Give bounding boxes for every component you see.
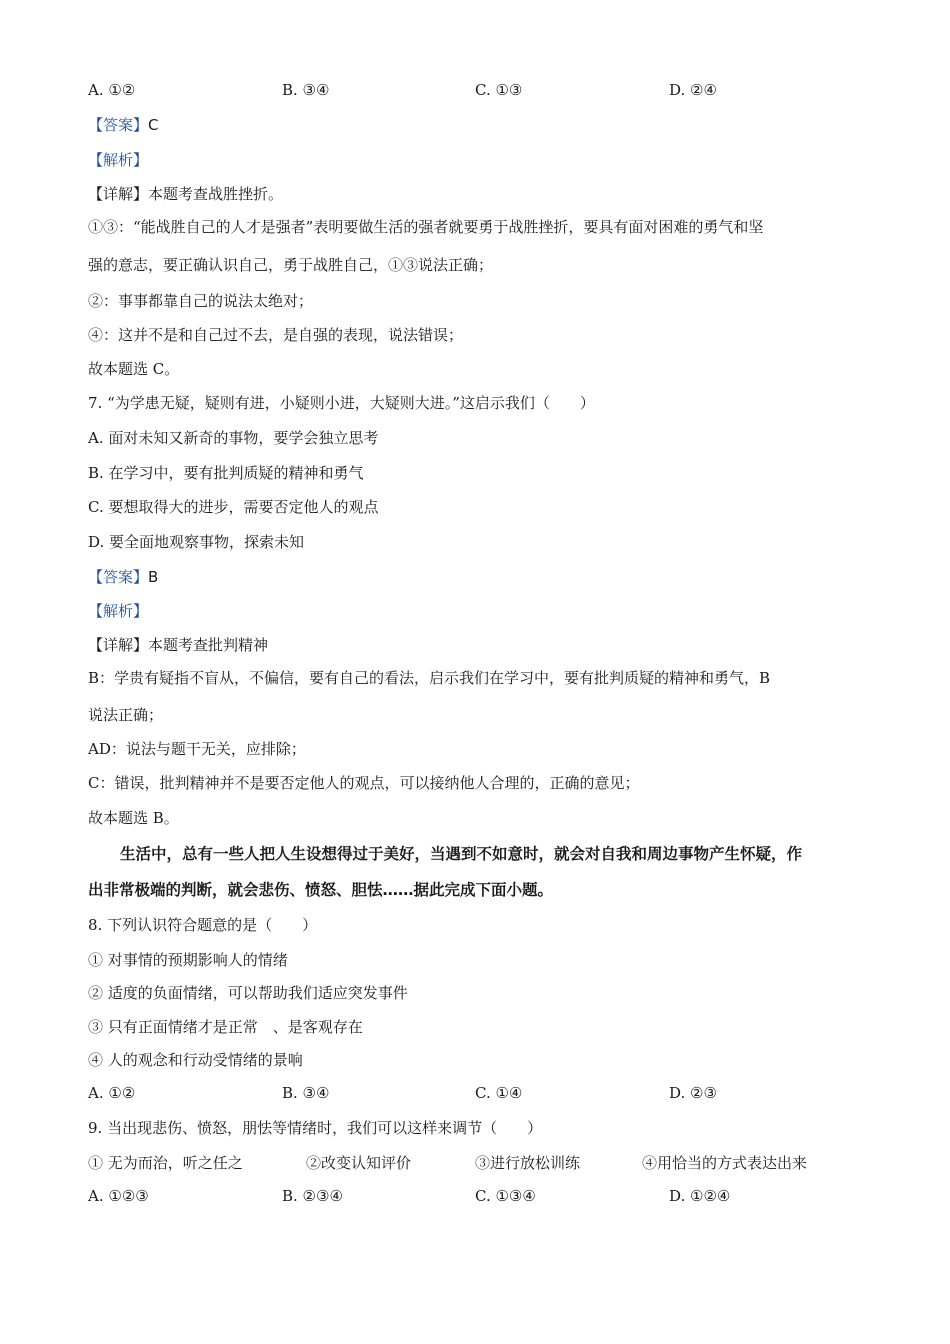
q6-option-d: D. ②④ (669, 81, 717, 99)
q9-option-b: B. ②③④ (282, 1187, 343, 1205)
q7-explanation-line: B：学贵有疑指不盲从，不偏信，要有自己的看法，启示我们在学习中，要有批判质疑的精神和勇气，B (88, 669, 771, 687)
q7-option-b: B. 在学习中，要有批判质疑的精神和勇气 (88, 464, 364, 482)
q6-analysis-tag: 【解析】 (88, 151, 149, 169)
q7-explanation-line: C：错误，批判精神并不是要否定他人的观点，可以接纳他人合理的，正确的意见； (88, 774, 640, 792)
q9-item: ④用恰当的方式表达出来 (642, 1154, 808, 1172)
q8-option-b: B. ③④ (282, 1084, 330, 1102)
q8-item: ④ 人的观念和行动受情绪的景响 (88, 1051, 303, 1069)
q6-option-b: B. ③④ (282, 81, 330, 99)
q6-option-a: A. ①② (88, 81, 136, 99)
q7-analysis-tag: 【解析】 (88, 602, 149, 620)
q8-option-a: A. ①② (88, 1084, 136, 1102)
answer-tag: 【答案】 (88, 116, 149, 134)
q8-item: ③ 只有正面情绪才是正常 、是客观存在 (88, 1018, 363, 1036)
passage-line: 出非常极端的判断，就会悲伤、愤怒、胆怯……据此完成下面小题。 (88, 881, 554, 899)
q9-item: ②改变认知评价 (306, 1154, 412, 1172)
q7-option-d: D. 要全面地观察事物，探索未知 (88, 533, 305, 551)
q8-item: ① 对事情的预期影响人的情绪 (88, 951, 288, 969)
answer-value: C (148, 116, 159, 134)
q7-option-a: A. 面对未知又新奇的事物，要学会独立思考 (88, 429, 379, 447)
q6-detail (88, 184, 283, 204)
q7-stem: 7. “为学患无疑，疑则有进，小疑则小进，大疑则大进。”这启示我们（ ） (88, 394, 595, 412)
q9-stem: 9. 当出现悲伤、愤怒，朋怯等情绪时，我们可以这样来调节（ ） (88, 1119, 543, 1137)
detail-text: 本题考查战胜挫折。 (148, 185, 284, 203)
q9-item: ① 无为而治，听之任之 (88, 1154, 243, 1172)
q6-option-c: C. ①③ (475, 81, 523, 99)
q7-option-c: C. 要想取得大的进步，需要否定他人的观点 (88, 498, 379, 516)
q6-explanation-line: ②：事事都靠自己的说法太绝对； (88, 292, 314, 310)
q8-option-d: D. ②③ (669, 1084, 717, 1102)
detail-tag: 【详解】 (88, 185, 149, 203)
q6-explanation-line: 强的意志，要正确认识自己，勇于战胜自己，①③说法正确； (88, 256, 494, 274)
q6-answer (88, 115, 159, 135)
q9-item: ③进行放松训练 (475, 1154, 581, 1172)
q7-detail (88, 635, 268, 655)
answer-value: B (148, 568, 159, 586)
detail-text: 本题考查批判精神 (148, 636, 269, 654)
q8-option-c: C. ①④ (475, 1084, 523, 1102)
q9-option-a: A. ①②③ (88, 1187, 149, 1205)
q7-conclusion: 故本题选 B。 (88, 809, 179, 827)
q6-conclusion: 故本题选 C。 (88, 360, 180, 378)
q8-item: ② 适度的负面情绪，可以帮助我们适应突发事件 (88, 984, 408, 1002)
q9-option-c: C. ①③④ (475, 1187, 536, 1205)
q7-explanation-line: 说法正确； (88, 706, 164, 724)
q9-option-d: D. ①②④ (669, 1187, 731, 1205)
passage-line: 生活中，总有一些人把人生设想得过于美好，当遇到不如意时，就会对自我和周边事物产生怀疑，作 (120, 845, 803, 863)
q6-explanation-line: ④：这并不是和自己过不去，是自强的表现，说法错误； (88, 326, 464, 344)
detail-tag: 【详解】 (88, 636, 149, 654)
answer-tag: 【答案】 (88, 568, 149, 586)
q7-explanation-line: AD：说法与题干无关，应排除； (88, 740, 306, 758)
q6-explanation-line: ①③：“能战胜自己的人才是强者”表明要做生活的强者就要勇于战胜挫折，要具有面对困难的勇气和坚 (88, 218, 764, 236)
q7-answer (88, 567, 158, 587)
q8-stem: 8. 下列认识符合题意的是（ ） (88, 916, 318, 934)
